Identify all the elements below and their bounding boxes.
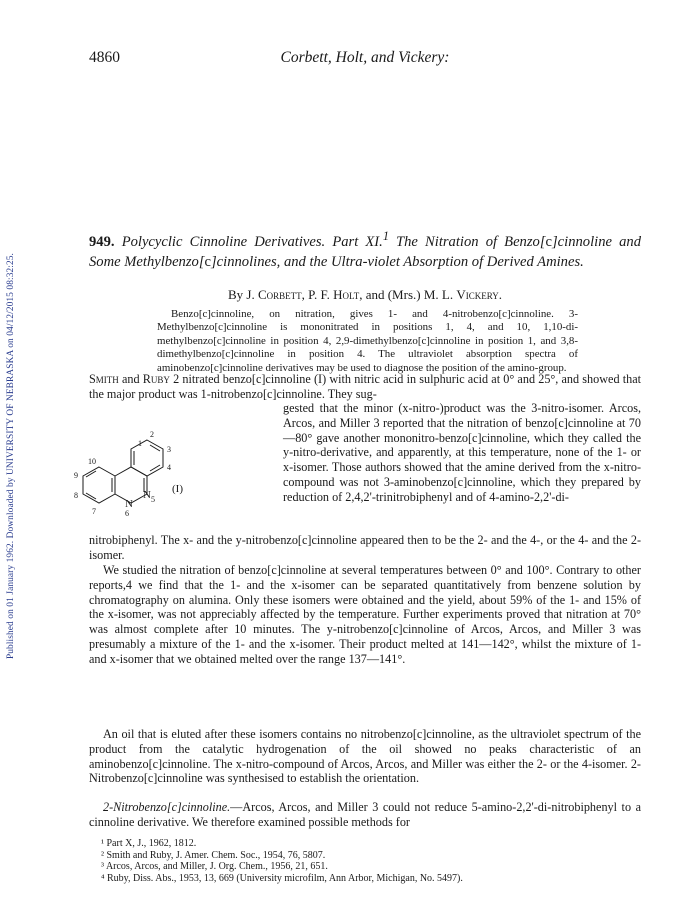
article-title [89,226,641,272]
paragraph-2 [89,563,641,667]
paragraph-1-wrap [283,401,641,505]
watermark-text: Published on 01 January 1962. Downloaded by UNIVERSITY OF NEBRASKA on 04/12/2015 08:32:25. [6,252,16,660]
paragraph-1-lead-text [89,372,641,402]
paragraph-3-text: An oil that is eluted after these isomers contains no nitrobenzo[c]cinnoline, as the ultraviolet spectrum of the product from the catalytic hydrogenation of the oil showed no peaks characteristic of an aminobenzo[c]cinnoline. The x-nitro-compound of Arcos, Arcos, and Miller was either the 2- or the 4-isomer. 2-Nitrobenzo[c]cinnoline was synthesised to establish the orientation. [89,727,641,786]
page-number: 4860 [89,49,120,66]
authors-by: By J. [228,287,255,302]
paragraph-4-body: —Arcos, Arcos, and Miller 3 could not reduce 5-amino-2,2'-di-nitrobiphenyl to a cinnoline derivative. We therefore examined possible methods for [89,800,641,829]
title-c1: c [545,233,552,250]
atom-label-9: 9 [74,471,78,480]
footnote: ² Smith and Ruby, J. Amer. Chem. Soc., 1954, 76, 5807. [101,849,326,861]
nitrogen-5: N [143,489,151,501]
footnotes [101,838,641,884]
footnote: ¹ Part X, J., 1962, 1812. [101,838,197,849]
paragraph-1-c: nitrobiphenyl. The x- and the y-nitrobenzo[c]cinnoline appeared then to be the 2- and the 4-, or the 4- and the 2-isomer. [89,533,641,562]
abstract [157,308,578,375]
title-ref: 1 [382,229,389,243]
authors-sep1: , P. F. [301,287,330,302]
footnote: ³ Arcos, Arcos, and Miller, J. Org. Chem., 1956, 21, 651. [101,861,328,873]
ref-2: 2 [169,372,180,386]
atom-label-7: 7 [92,507,96,516]
atom-label-4: 4 [167,463,171,472]
author-line [89,287,641,303]
authors-end: . [498,287,502,302]
compound-label: (I) [172,483,183,495]
and-word: and [118,372,143,386]
atom-label-6: 6 [125,509,129,518]
title-part4: ]cinnolines, and the Ultra-violet Absorption of Derived Amines. [211,253,584,270]
paragraph-4-heading: 2-Nitrobenzo[c]cinnoline. [103,800,231,814]
left-ring [83,467,115,503]
paragraph-4 [89,800,641,830]
paragraph-3 [89,727,641,786]
structure-drawing [74,430,270,540]
footnote: ⁴ Ruby, Diss. Abs., 1953, 13, 669 (University microfilm, Ann Arbor, Michigan, No. 5497). [101,872,463,884]
authors-sep2: , and (Mrs.) M. L. [359,287,454,302]
article-number: 949. [89,233,115,250]
author-vickery: Vickery [456,287,499,302]
benzo-c-cinnoline-structure [74,430,270,540]
paragraph-1-lead [89,372,641,402]
atom-label-8: 8 [74,491,78,500]
running-header [89,49,641,71]
paragraph-2-text: We studied the nitration of benzo[c]cinnoline at several temperatures between 0° and 100°. Contrary to other reports,4 we find that the 1- and the x-isomer can be separated quantitatively from benzene solution by chromatography on alumina. Only these isomers were obtained and the yield, about 59% of the 1- and 15% of the x-isomer, was not appreciably affected by the temperature. Further experiments proved that nitration at 70° was almost complete after 10 minutes. The y-nitrobenzo[c]cinnoline of Arcos, Arcos, and Miller 3 was presumably a mixture of the 1- and the x-isomer. Their product melted at 141—142°, whilst the mixture of 1- and x-isomer that we obtained melted over the range 137—141°. [89,563,641,666]
paragraph-1-a: nitrated benzo[c]cinnoline (I) with nitric acid in sulphuric acid at 0° and 25°, and showed that the major product was 1-nitrobenzo[c]cinnoline. They sug- [89,372,642,401]
title-part1: Polycyclic Cinnoline Derivatives. Part XI. [121,233,383,250]
upper-right-ring [131,440,163,476]
nitrogen-6: N [125,498,133,510]
abstract-text: Benzo[c]cinnoline, on nitration, gives 1- and 4-nitrobenzo[c]cinnoline. 3-Methylbenzo[c]cinnoline is mononitrated in positions 1, 4, and 10, 1,10-di-methylbenzo[c]cinnoline in position 4, 2,9-dimethylbenzo[c]cinnoline in position 1, and 3,8-dimethylbenzo[c]cinnoline in position 4. The ultraviolet absorption spectra of aminobenzo[c]cinnoline derivatives may be used to diagnose the position of the amino-group. [157,308,578,374]
paragraph-1-tail [89,533,641,563]
title-part2: The Nitration of Benzo[ [388,233,546,250]
title-part3: ]cinnoline and Some Methylbenzo[ [89,233,642,270]
paragraph-4-text [89,800,641,830]
atom-label-2: 2 [150,430,154,439]
download-watermark [0,0,22,912]
running-title: Corbett, Holt, and Vickery: [280,49,450,66]
author-holt: Holt [333,287,360,302]
atom-label-3: 3 [167,445,171,454]
author-smith: Smith [89,372,119,386]
atom-label-10: 10 [88,457,96,466]
title-c2: c [204,253,211,270]
atom-label-1: 1 [138,439,142,448]
paragraph-1-b: gested that the minor (x-nitro-)product was the 3-nitro-isomer. Arcos, Arcos, and Miller 3 reported that the nitration of benzo[c]cinnoline at 70—80° gave another mononitro-benzo[c]cinnoline, which they called the y-nitro-derivative, and apparently, at this temperature, none of the 1- or x-isomer. Those authors showed that the amine derived from the x-nitro-compound was not 3-aminobenzo[c]cinnoline, which they prepared by reduction of 2,4,2'-trinitrobiphenyl and of 4-amino-2,2'-di- [283,401,641,504]
atom-label-5: 5 [151,495,155,504]
author-corbett: Corbett [257,287,302,302]
author-ruby: Ruby [142,372,170,386]
